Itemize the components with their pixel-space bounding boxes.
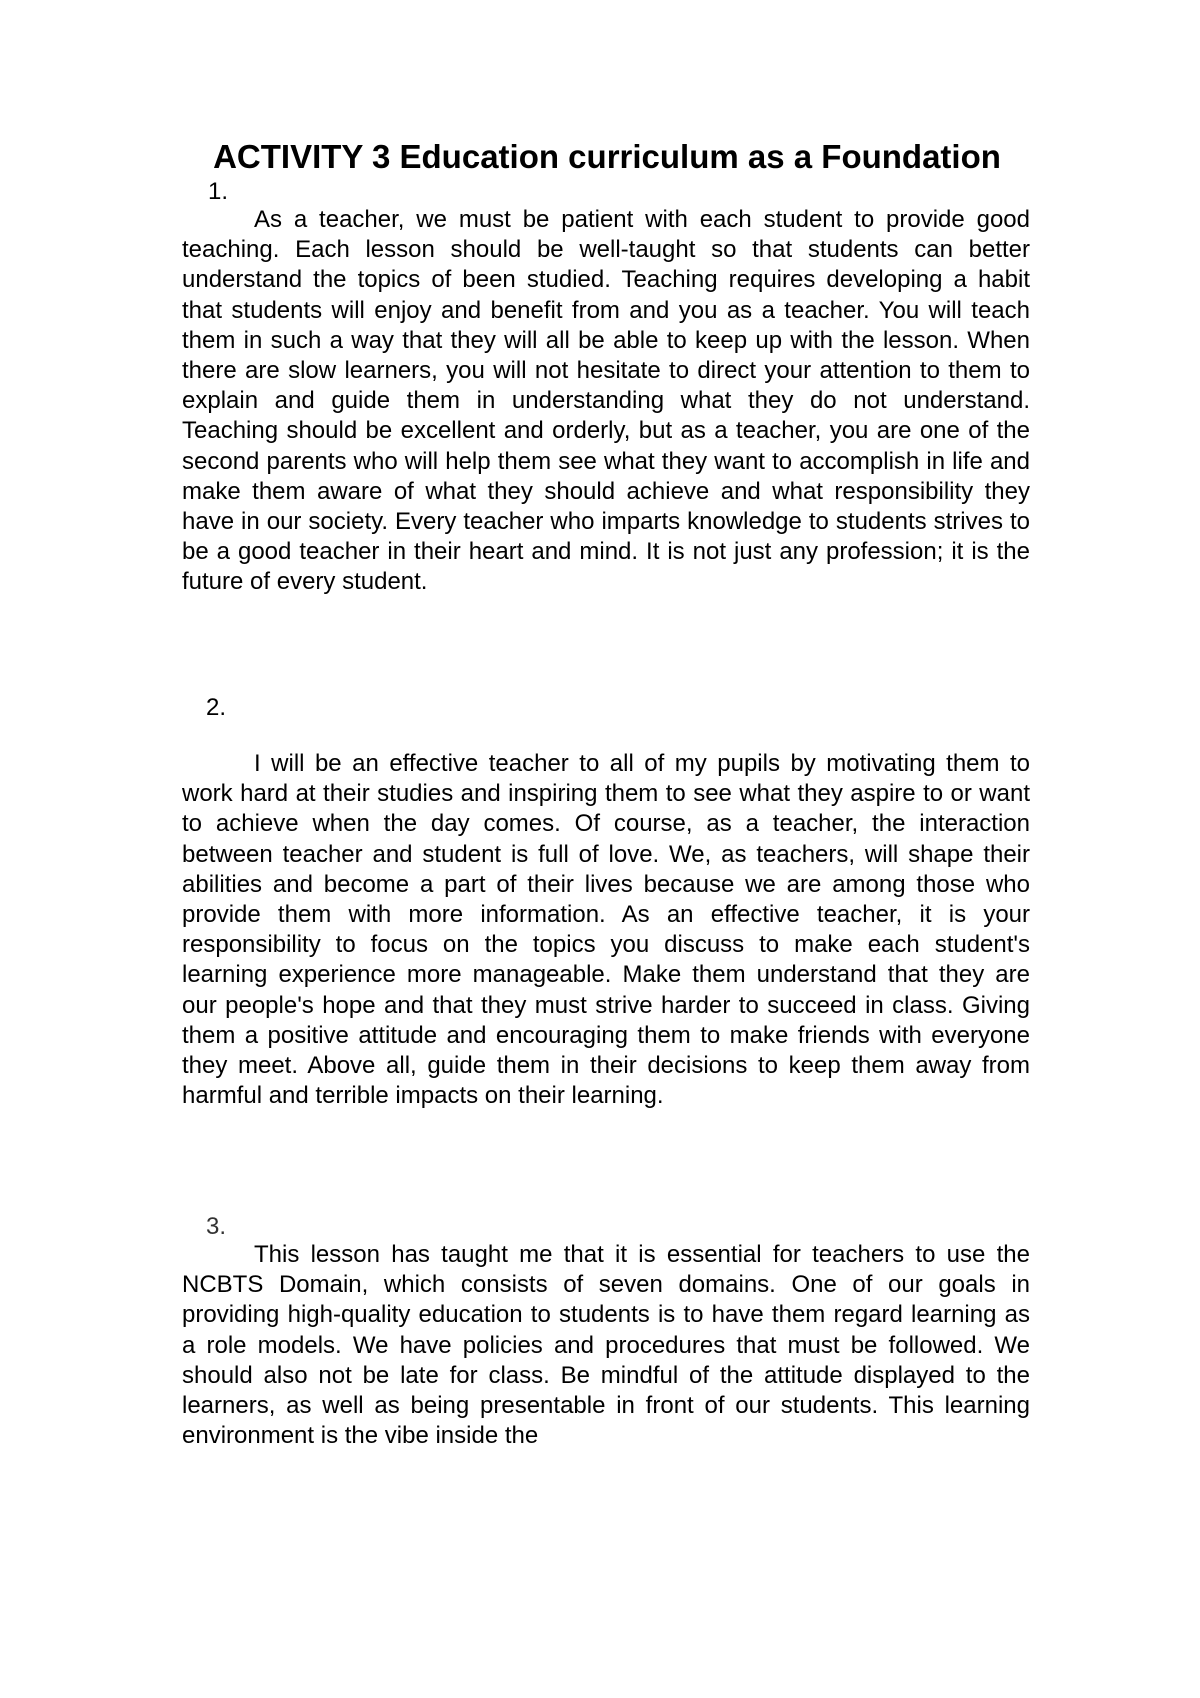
section-2-paragraph: I will be an effective teacher to all of my pupils by motivating them to work hard at their studies and inspiring them to see what they aspire to or want to achieve when the day comes. Of course, as a teacher, the interaction between teacher and student is full of love. We, as teachers, will shape their abilities and become a part of their lives because we are among those who provide them with more information. As an effective teacher, it is your responsibility to focus on the topics you discuss to make each student's learning experience more manageable. Make them understand that they are our people's hope and that they must strive harder to succeed in class. Giving them a positive attitude and encouraging them to make friends with everyone they meet. Above all, guide them in their decisions to keep them away from harmful and terrible impacts on their learning. xyxy=(182,750,1030,1110)
section-1-number: 1. xyxy=(208,178,229,205)
section-3-number: 3. xyxy=(206,1213,227,1240)
section-3-paragraph: This lesson has taught me that it is essential for teachers to use the NCBTS Domain, which consists of seven domains. One of our goals in providing high-quality education to students is to have them regard learning as a role models. We have policies and procedures that must be followed. We should also not be late for class. Be mindful of the attitude displayed to the learners, as well as being presentable in front of our students. This learning environment is the vibe inside the xyxy=(182,1241,1030,1450)
section-1-paragraph: As a teacher, we must be patient with each student to provide good teaching. Each lesson should be well-taught so that students can better understand the topics of been studied. Teaching requires developing a habit that students will enjoy and benefit from and you as a teacher. You will teach them in such a way that they will all be able to keep up with the lesson. When there are slow learners, you will not hesitate to direct your attention to them to explain and guide them in understanding what they do not understand. Teaching should be excellent and orderly, but as a teacher, you are one of the second parents who will help them see what they want to accomplish in life and make them aware of what they should achieve and what responsibility they have in our society. Every teacher who imparts knowledge to students strives to be a good teacher in their heart and mind. It is not just any profession; it is the future of every student. xyxy=(182,206,1030,596)
section-2-number: 2. xyxy=(206,694,227,721)
document-title: ACTIVITY 3 Education curriculum as a Foundation xyxy=(213,138,1001,175)
